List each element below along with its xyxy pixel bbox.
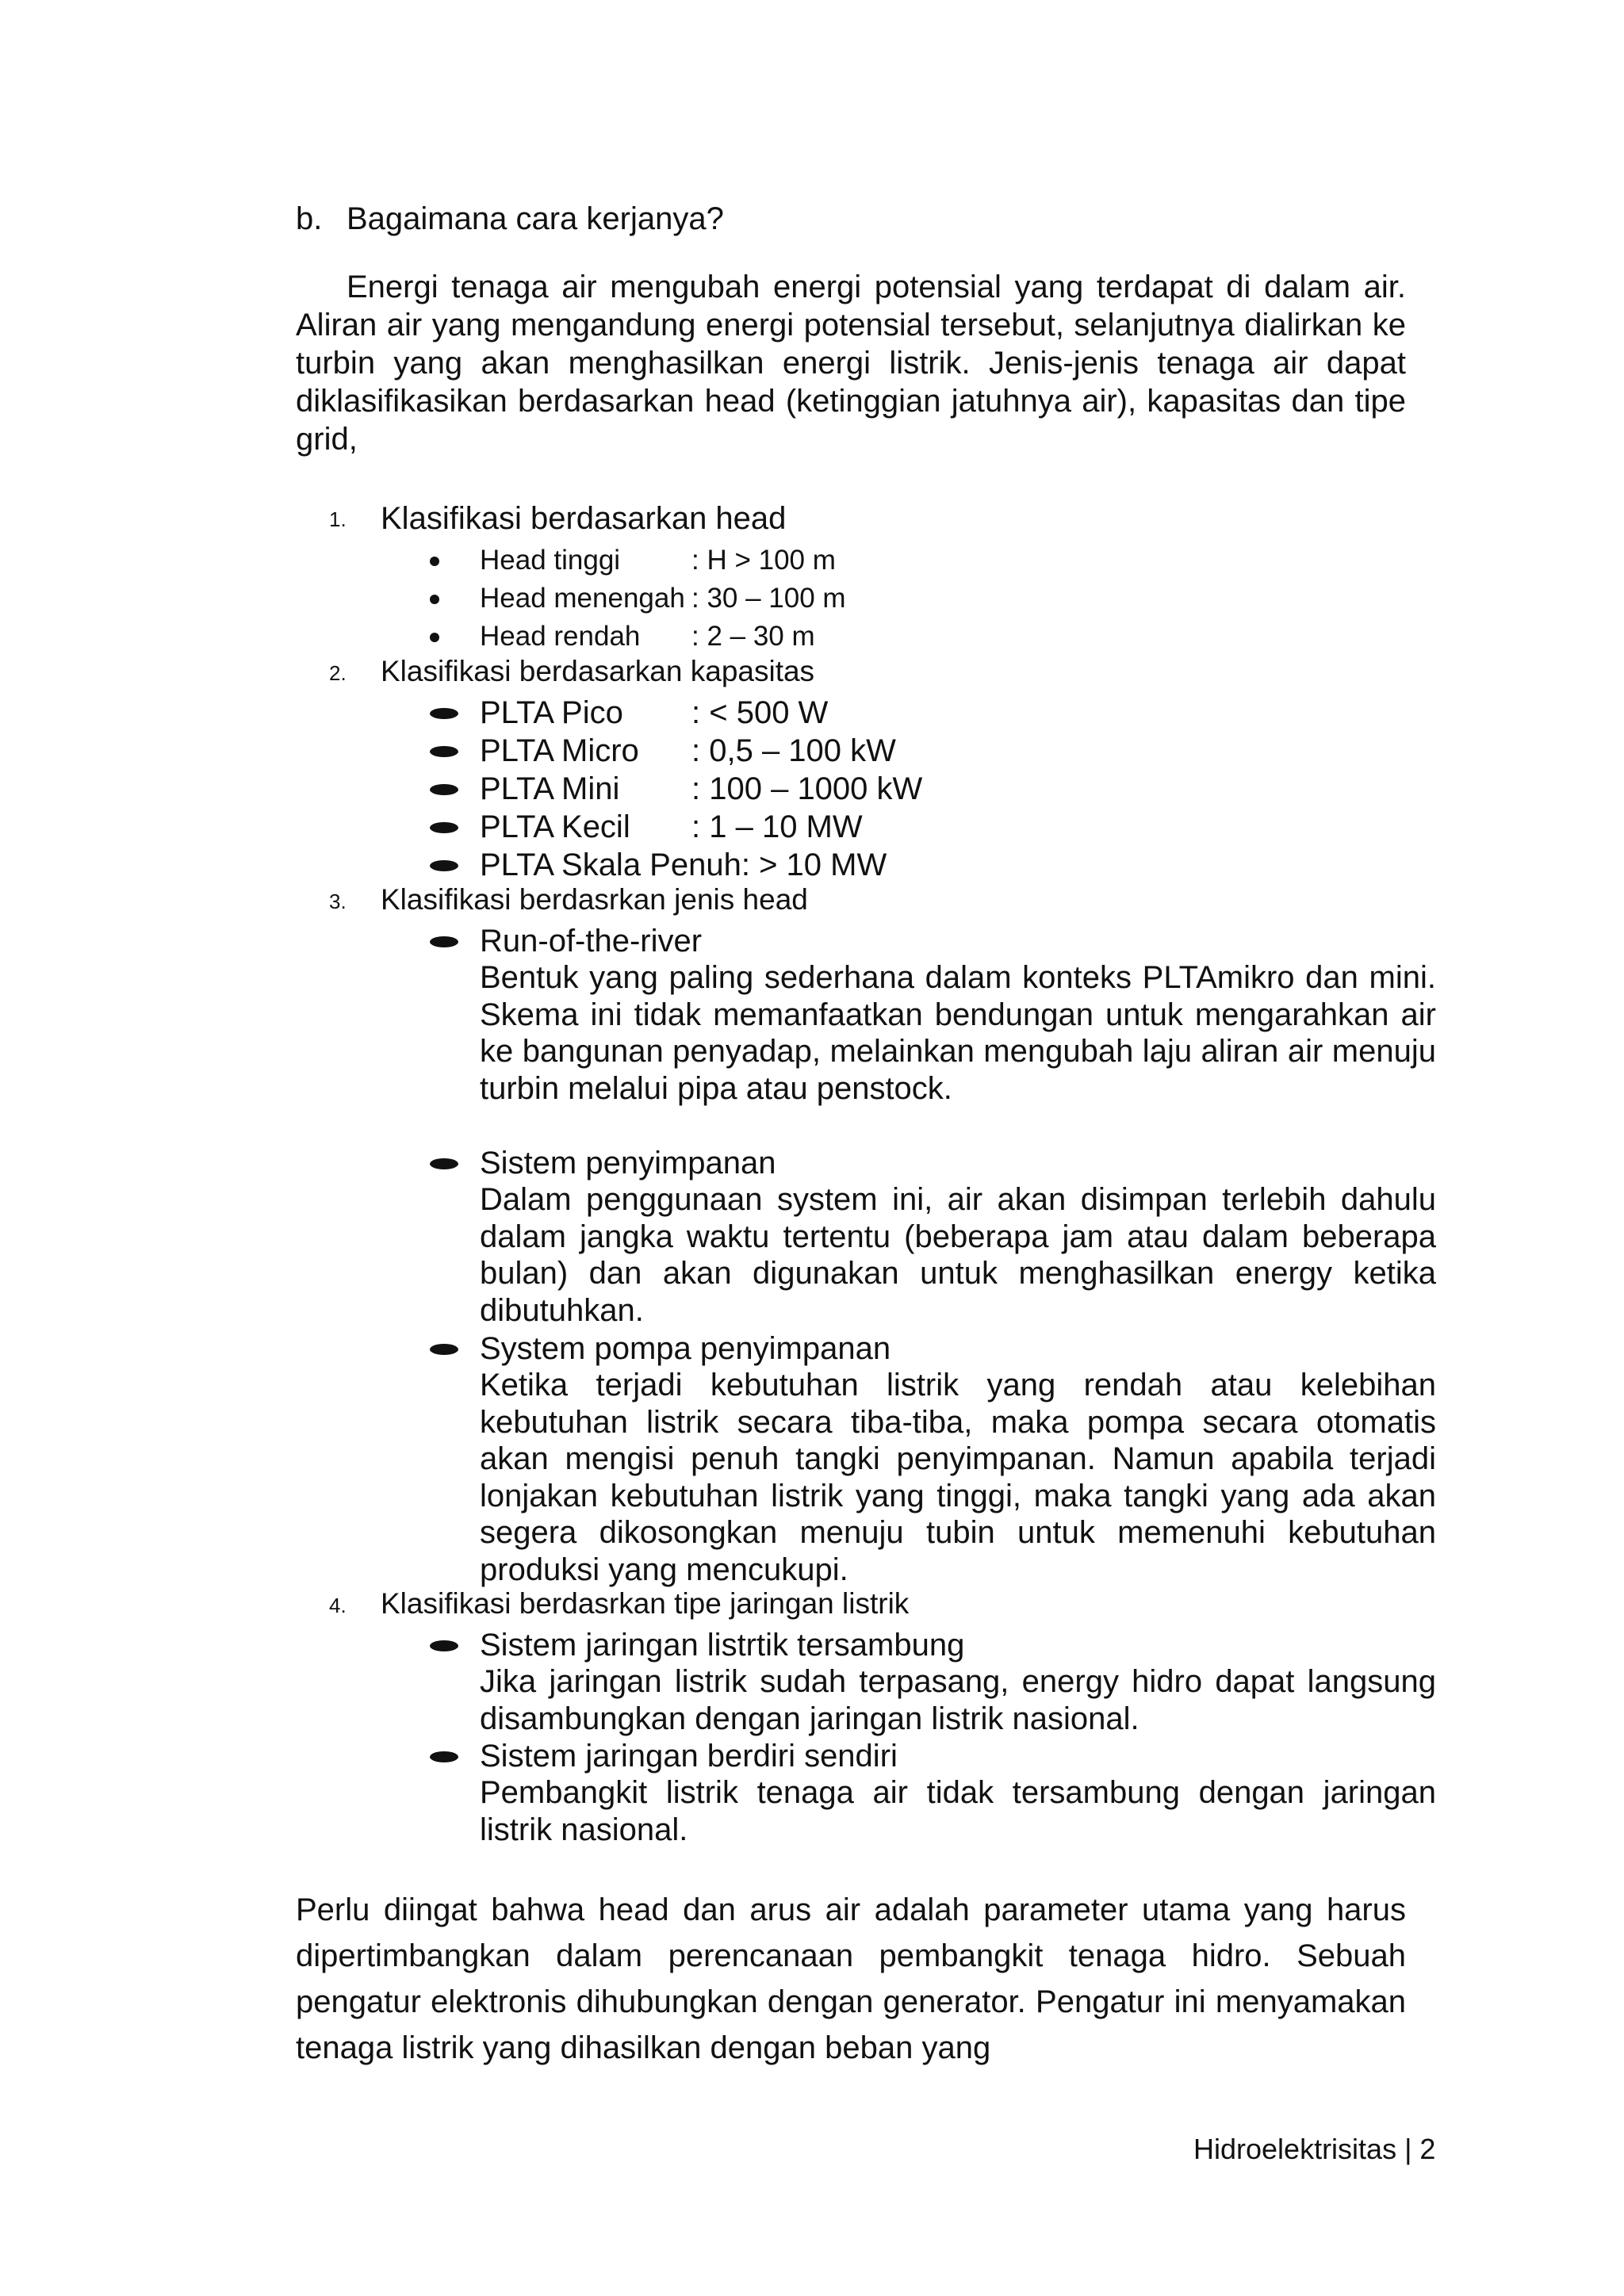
item-label: PLTA Mini bbox=[480, 771, 620, 806]
heading-text: Bagaimana cara kerjanya? bbox=[347, 201, 724, 236]
bullet-oval-icon bbox=[430, 822, 458, 833]
bullet-oval-icon bbox=[430, 1344, 458, 1355]
item-label: Sistem penyimpanan bbox=[480, 1146, 776, 1181]
item-label: PLTA Micro bbox=[480, 733, 639, 768]
item-description: Dalam penggunaan system ini, air akan disimpan terlebih dahulu dalam jangka waktu tertentu (beberapa jam atau dalam beberapa bulan) dan akan digunakan untuk menghasilkan energy ketika dibutuhkan. bbox=[480, 1182, 1436, 1328]
bullet-oval-icon bbox=[430, 746, 458, 757]
item-label: Run-of-the-river bbox=[480, 924, 703, 959]
item-label: System pompa penyimpanan bbox=[480, 1331, 891, 1366]
item-label: Sistem jaringan listrtik tersambung bbox=[480, 1628, 965, 1663]
item-value: : H > 100 m bbox=[691, 545, 836, 576]
item-description: Ketika terjadi kebutuhan listrik yang rendah atau kelebihan kebutuhan listrik secara tiba-tiba, maka pompa secara otomatis akan mengisi penuh tangki penyimpanan. Namun apabila terjadi lonjakan kebutuhan listrik yang tinggi, maka tangki yang ada akan segera dikosongkan menuju tubin untuk memenuhi kebutuhan produksi yang mencukupi. bbox=[480, 1368, 1436, 1587]
page-footer: Hidroelektrisitas | 2 bbox=[1193, 2133, 1436, 2165]
section-heading bbox=[296, 197, 724, 241]
item-value: : 30 – 100 m bbox=[691, 583, 846, 614]
section-3-title: Klasifikasi berdasrkan jenis head bbox=[381, 883, 808, 916]
intro-text: Energi tenaga air mengubah energi potensial yang terdapat di dalam air. Aliran air yang mengandung energi potensial tersebut, selanjutnya dialirkan ke turbin yang akan menghasilkan energi listrik. Jenis-jenis tenaga air dapat diklasifikasikan berdasarkan head (ketinggian jatuhnya air), kapasitas dan tipe grid, bbox=[296, 270, 1406, 457]
bullet-oval-icon bbox=[430, 708, 458, 719]
section-4-number: 4. bbox=[329, 1594, 347, 1617]
heading-marker: b. bbox=[296, 201, 323, 236]
item-label: PLTA Kecil bbox=[480, 809, 630, 844]
section-2-number: 2. bbox=[329, 661, 347, 685]
section-1-title: Klasifikasi berdasarkan head bbox=[381, 501, 787, 536]
closing-text: Perlu diingat bahwa head dan arus air adalah parameter utama yang harus dipertimbangkan dalam perencanaan pembangkit tenaga hidro. Sebuah pengatur elektronis dihubungkan dengan generator. Pengatur ini menyamakan tenaga listrik yang dihasilkan dengan beban yang bbox=[296, 1892, 1406, 2065]
bullet-dot-icon bbox=[430, 595, 439, 604]
bullet-oval-icon bbox=[430, 1640, 458, 1651]
bullet-dot-icon bbox=[430, 557, 439, 566]
intro-paragraph bbox=[296, 268, 1406, 458]
item-label: PLTA Skala Penuh: > 10 MW bbox=[480, 848, 887, 882]
section-4-title: Klasifikasi berdasrkan tipe jaringan listrik bbox=[381, 1587, 910, 1620]
item-label: Head rendah bbox=[480, 621, 641, 652]
item-value: : 1 – 10 MW bbox=[691, 809, 863, 844]
bullet-dot-icon bbox=[430, 633, 439, 642]
bullet-oval-icon bbox=[430, 1158, 458, 1169]
item-value: : 100 – 1000 kW bbox=[691, 771, 923, 806]
item-label: PLTA Pico bbox=[480, 695, 623, 730]
item-value: : 0,5 – 100 kW bbox=[691, 733, 896, 768]
section-3-number: 3. bbox=[329, 890, 347, 913]
section-2-title: Klasifikasi berdasarkan kapasitas bbox=[381, 655, 815, 687]
bullet-oval-icon bbox=[430, 860, 458, 871]
item-label: Head menengah bbox=[480, 583, 685, 614]
bullet-oval-icon bbox=[430, 936, 458, 947]
bullet-oval-icon bbox=[430, 1751, 458, 1762]
item-label: Head tinggi bbox=[480, 545, 621, 576]
section-1-number: 1. bbox=[329, 507, 347, 531]
item-description: Jika jaringan listrik sudah terpasang, energy hidro dapat langsung disambungkan dengan jaringan listrik nasional. bbox=[480, 1664, 1436, 1736]
item-value: : 2 – 30 m bbox=[691, 621, 815, 652]
closing-paragraph bbox=[296, 1887, 1406, 2071]
item-description: Pembangkit listrik tenaga air tidak tersambung dengan jaringan listrik nasional. bbox=[480, 1775, 1436, 1847]
item-value: : < 500 W bbox=[691, 695, 829, 730]
item-description: Bentuk yang paling sederhana dalam konteks PLTAmikro dan mini. Skema ini tidak memanfaatkan bendungan untuk mengarahkan air ke bangunan penyadap, melainkan mengubah laju aliran air menuju turbin melalui pipa atau penstock. bbox=[480, 960, 1436, 1106]
bullet-oval-icon bbox=[430, 784, 458, 795]
item-label: Sistem jaringan berdiri sendiri bbox=[480, 1739, 898, 1774]
